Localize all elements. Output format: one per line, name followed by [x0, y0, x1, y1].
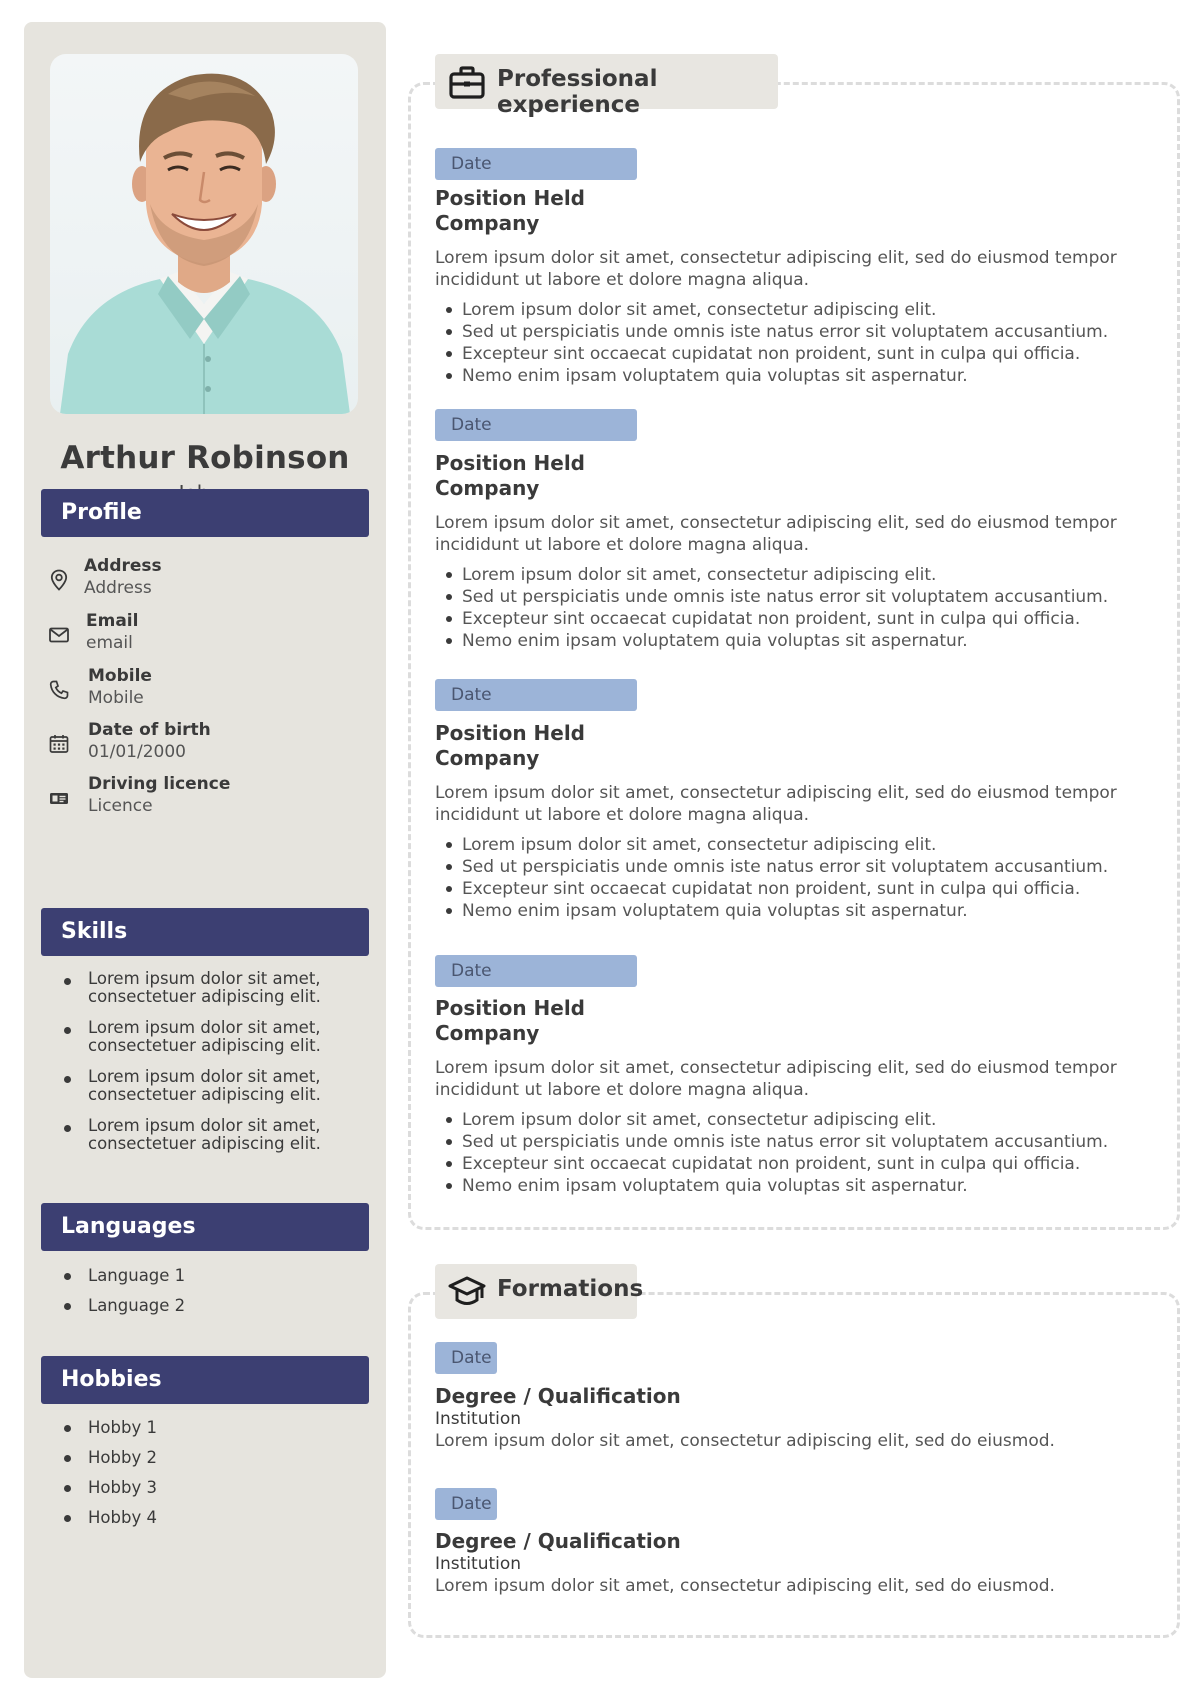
skill-item: Lorem ipsum dolor sit amet, consectetuer adipiscing elit.	[62, 1019, 362, 1068]
bullet-item: Sed ut perspiciatis unde omnis iste natus error sit voluptatem accusantium.	[435, 321, 1125, 343]
envelope-icon	[47, 623, 71, 647]
skills-header: Skills	[41, 908, 369, 956]
position-title: Position Held	[435, 721, 585, 745]
section-title-text: Professional experience	[497, 66, 658, 118]
graduation-cap-icon	[447, 1272, 487, 1312]
institution-name: Institution	[435, 1554, 522, 1574]
contact-value: Licence	[88, 796, 153, 816]
languages-list	[62, 1265, 362, 1325]
bullet-item: Excepteur sint occaecat cupidatat non proident, sunt in culpa qui officia.	[435, 343, 1125, 365]
formation-description: Lorem ipsum dolor sit amet, consectetur adipiscing elit, sed do eiusmod.	[435, 1576, 1055, 1596]
bullet-item: Nemo enim ipsam voluptatem quia voluptas sit aspernatur.	[435, 900, 1125, 922]
formation-date-badge: Date	[435, 1488, 497, 1520]
experience-bullets	[435, 299, 1125, 387]
profile-header: Profile	[41, 489, 369, 537]
degree-title: Degree / Qualification	[435, 1384, 681, 1408]
bullet-item: Lorem ipsum dolor sit amet, consectetur adipiscing elit.	[435, 299, 1125, 321]
skills-list	[62, 970, 362, 1166]
experience-date-badge: Date	[435, 148, 637, 180]
bullet-item: Lorem ipsum dolor sit amet, consectetur adipiscing elit.	[435, 834, 1125, 856]
formation-description: Lorem ipsum dolor sit amet, consectetur adipiscing elit, sed do eiusmod.	[435, 1431, 1055, 1451]
briefcase-icon	[447, 62, 487, 102]
contact-email	[41, 611, 371, 661]
bullet-item: Excepteur sint occaecat cupidatat non proident, sunt in culpa qui officia.	[435, 878, 1125, 900]
company-name: Company	[435, 476, 540, 500]
contact-label: Email	[86, 611, 139, 631]
experience-title-tab	[435, 54, 778, 118]
position-title: Position Held	[435, 186, 585, 210]
contact-driving-licence	[41, 774, 371, 824]
person-portrait-icon	[50, 54, 358, 414]
contact-label: Driving licence	[88, 774, 231, 794]
experience-date-badge: Date	[435, 409, 637, 441]
contact-label: Date of birth	[88, 720, 211, 740]
formations-title-tab	[435, 1264, 644, 1319]
contact-mobile	[41, 666, 371, 716]
bullet-item: Sed ut perspiciatis unde omnis iste natus error sit voluptatem accusantium.	[435, 586, 1125, 608]
bullet-item: Excepteur sint occaecat cupidatat non proident, sunt in culpa qui officia.	[435, 1153, 1125, 1175]
contact-value: Mobile	[88, 688, 144, 708]
experience-bullets	[435, 834, 1125, 922]
hobby-item: Hobby 4	[62, 1507, 362, 1537]
hobby-item: Hobby 2	[62, 1447, 362, 1477]
contact-label: Mobile	[88, 666, 152, 686]
contact-label: Address	[84, 556, 162, 576]
experience-description: Lorem ipsum dolor sit amet, consectetur adipiscing elit, sed do eiusmod tempor incididunt ut labore et dolore magna aliqua.	[435, 513, 1117, 555]
contact-value: 01/01/2000	[88, 742, 186, 762]
company-name: Company	[435, 211, 540, 235]
bullet-item: Lorem ipsum dolor sit amet, consectetur adipiscing elit.	[435, 564, 1125, 586]
bullet-item: Nemo enim ipsam voluptatem quia voluptas sit aspernatur.	[435, 365, 1125, 387]
position-title: Position Held	[435, 996, 585, 1020]
experience-description: Lorem ipsum dolor sit amet, consectetur adipiscing elit, sed do eiusmod tempor incididunt ut labore et dolore magna aliqua.	[435, 248, 1117, 290]
formation-date-badge: Date	[435, 1342, 497, 1374]
bullet-item: Nemo enim ipsam voluptatem quia voluptas sit aspernatur.	[435, 630, 1125, 652]
institution-name: Institution	[435, 1409, 522, 1429]
sidebar	[24, 22, 386, 1678]
profile-photo	[50, 54, 358, 414]
bullet-item: Sed ut perspiciatis unde omnis iste natus error sit voluptatem accusantium.	[435, 1131, 1125, 1153]
calendar-icon	[47, 732, 71, 756]
skill-item: Lorem ipsum dolor sit amet, consectetuer adipiscing elit.	[62, 1068, 362, 1117]
contact-date-of-birth	[41, 720, 371, 770]
experience-date-badge: Date	[435, 955, 637, 987]
experience-bullets	[435, 564, 1125, 652]
hobby-item: Hobby 3	[62, 1477, 362, 1507]
position-title: Position Held	[435, 451, 585, 475]
language-item: Language 2	[62, 1295, 362, 1325]
company-name: Company	[435, 746, 540, 770]
contact-value: Address	[84, 578, 152, 598]
contact-address	[41, 556, 371, 606]
company-name: Company	[435, 1021, 540, 1045]
phone-icon	[47, 678, 71, 702]
location-pin-icon	[47, 568, 71, 592]
skill-item: Lorem ipsum dolor sit amet, consectetuer adipiscing elit.	[62, 970, 362, 1019]
experience-description: Lorem ipsum dolor sit amet, consectetur adipiscing elit, sed do eiusmod tempor incididunt ut labore et dolore magna aliqua.	[435, 783, 1117, 825]
hobbies-header: Hobbies	[41, 1356, 369, 1404]
section-title-text: Formations	[497, 1276, 644, 1302]
bullet-item: Sed ut perspiciatis unde omnis iste natus error sit voluptatem accusantium.	[435, 856, 1125, 878]
hobbies-list	[62, 1417, 362, 1537]
experience-bullets	[435, 1109, 1125, 1197]
bullet-item: Nemo enim ipsam voluptatem quia voluptas sit aspernatur.	[435, 1175, 1125, 1197]
bullet-item: Lorem ipsum dolor sit amet, consectetur adipiscing elit.	[435, 1109, 1125, 1131]
experience-description: Lorem ipsum dolor sit amet, consectetur adipiscing elit, sed do eiusmod tempor incididunt ut labore et dolore magna aliqua.	[435, 1058, 1117, 1100]
bullet-item: Excepteur sint occaecat cupidatat non proident, sunt in culpa qui officia.	[435, 608, 1125, 630]
skill-item: Lorem ipsum dolor sit amet, consectetuer adipiscing elit.	[62, 1117, 362, 1166]
contact-value: email	[86, 633, 133, 653]
candidate-name: Arthur Robinson	[60, 440, 350, 476]
id-card-icon	[47, 786, 71, 810]
language-item: Language 1	[62, 1265, 362, 1295]
languages-header: Languages	[41, 1203, 369, 1251]
hobby-item: Hobby 1	[62, 1417, 362, 1447]
experience-date-badge: Date	[435, 679, 637, 711]
degree-title: Degree / Qualification	[435, 1529, 681, 1553]
